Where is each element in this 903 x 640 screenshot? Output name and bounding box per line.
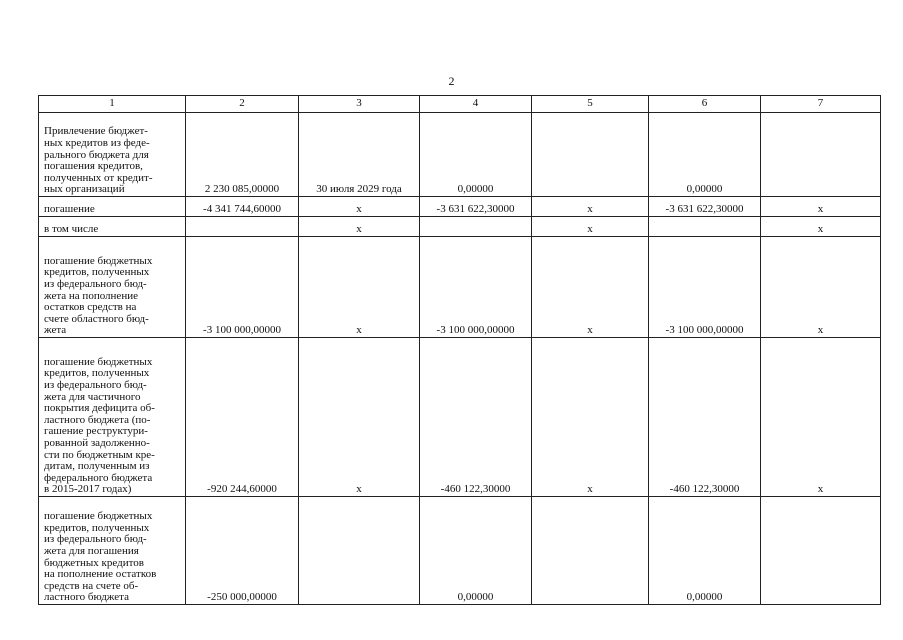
- row-description-line: Привлечение бюджет-: [44, 125, 148, 138]
- table-cell: -920 244,60000: [186, 338, 299, 497]
- table-cell: [532, 497, 649, 605]
- row-description-line: жета на пополнение: [44, 289, 138, 302]
- table-cell: x: [299, 237, 420, 338]
- column-header: 7: [761, 96, 881, 113]
- page-number: 2: [448, 74, 455, 88]
- table-cell: -3 100 000,00000: [649, 237, 761, 338]
- row-description: [39, 197, 186, 217]
- row-description: [39, 237, 186, 338]
- table-cell: [186, 217, 299, 237]
- table-cell: 0,00000: [420, 113, 532, 197]
- table-header-row: [39, 96, 881, 113]
- table-cell: [420, 217, 532, 237]
- table-cell: -3 631 622,30000: [420, 197, 532, 217]
- row-description-line: погашение бюджетных: [44, 355, 153, 368]
- row-description-line: дитам, полученным из: [44, 460, 150, 473]
- table-cell: 2 230 085,00000: [186, 113, 299, 197]
- row-description-line: полученных от кредит-: [44, 171, 153, 184]
- table-row: [39, 237, 881, 338]
- column-header: 3: [299, 96, 420, 113]
- table-cell: x: [532, 237, 649, 338]
- table-cell: x: [761, 197, 881, 217]
- table-cell: x: [761, 338, 881, 497]
- row-description: [39, 113, 186, 197]
- table-row: [39, 338, 881, 497]
- row-description: [39, 338, 186, 497]
- table-cell: [299, 497, 420, 605]
- column-header: 2: [186, 96, 299, 113]
- row-description-line: из федерального бюд-: [44, 533, 147, 546]
- row-description-line: рованной задолженно-: [44, 437, 150, 450]
- row-description-line: на пополнение остатков: [44, 568, 157, 581]
- column-header: 4: [420, 96, 532, 113]
- row-description-line: из федерального бюд-: [44, 379, 147, 392]
- row-description-line: сти по бюджетным кре-: [44, 448, 155, 461]
- table-cell: x: [299, 197, 420, 217]
- table-cell: x: [761, 217, 881, 237]
- row-description-line: счете областного бюд-: [44, 312, 149, 325]
- table-cell: [761, 497, 881, 605]
- row-description-line: федерального бюджета: [44, 471, 153, 484]
- row-description-line: из федерального бюд-: [44, 278, 147, 291]
- row-description-line: погашение бюджетных: [44, 510, 153, 523]
- row-description-line: кредитов, полученных: [44, 266, 150, 279]
- row-description: [39, 217, 186, 237]
- row-description-line: остатков средств на: [44, 301, 137, 314]
- row-description-line: жета для частичного: [44, 390, 141, 403]
- table-cell: [761, 113, 881, 197]
- table-cell: x: [761, 237, 881, 338]
- table-cell: 0,00000: [649, 497, 761, 605]
- table-cell: x: [532, 197, 649, 217]
- column-header: 6: [649, 96, 761, 113]
- row-description-line: погашение бюджетных: [44, 254, 153, 267]
- row-description-line: жета: [44, 324, 67, 337]
- row-description-line: кредитов, полученных: [44, 521, 150, 534]
- table-cell: x: [299, 338, 420, 497]
- column-header: 1: [39, 96, 186, 113]
- table-cell: x: [532, 217, 649, 237]
- table-cell: -4 341 744,60000: [186, 197, 299, 217]
- row-description-line: ластного бюджета: [44, 591, 129, 604]
- table-cell: 0,00000: [420, 497, 532, 605]
- table-row: [39, 197, 881, 217]
- row-description-line: ных организаций: [44, 183, 125, 196]
- table-cell: -3 100 000,00000: [420, 237, 532, 338]
- row-description: [39, 497, 186, 605]
- table-cell: -250 000,00000: [186, 497, 299, 605]
- row-description-line: бюджетных кредитов: [44, 556, 144, 569]
- row-description-line: ных кредитов из феде-: [44, 137, 150, 150]
- table-row: [39, 497, 881, 605]
- table-cell: -460 122,30000: [420, 338, 532, 497]
- table-row: [39, 113, 881, 197]
- row-description-line: погашения кредитов,: [44, 160, 143, 173]
- table-cell: [532, 113, 649, 197]
- row-description-line: средств на счете об-: [44, 579, 139, 592]
- row-description-line: погашение: [44, 203, 95, 216]
- row-description-line: рального бюджета для: [44, 148, 149, 161]
- table-cell: [649, 217, 761, 237]
- table-cell: x: [299, 217, 420, 237]
- row-description-line: в 2015-2017 годах): [44, 483, 132, 496]
- row-description-line: жета для погашения: [44, 545, 139, 558]
- table-cell: 0,00000: [649, 113, 761, 197]
- table-cell: 30 июля 2029 года: [299, 113, 420, 197]
- row-description-line: кредитов, полученных: [44, 367, 150, 380]
- table-cell: -3 100 000,00000: [186, 237, 299, 338]
- budget-credits-table: [38, 95, 881, 605]
- column-header: 5: [532, 96, 649, 113]
- table-cell: x: [532, 338, 649, 497]
- row-description-line: в том числе: [44, 223, 99, 236]
- table-row: [39, 217, 881, 237]
- table-cell: -460 122,30000: [649, 338, 761, 497]
- row-description-line: гашение реструктури-: [44, 425, 148, 438]
- table-cell: -3 631 622,30000: [649, 197, 761, 217]
- row-description-line: ластного бюджета (по-: [44, 413, 151, 426]
- row-description-line: покрытия дефицита об-: [44, 402, 155, 415]
